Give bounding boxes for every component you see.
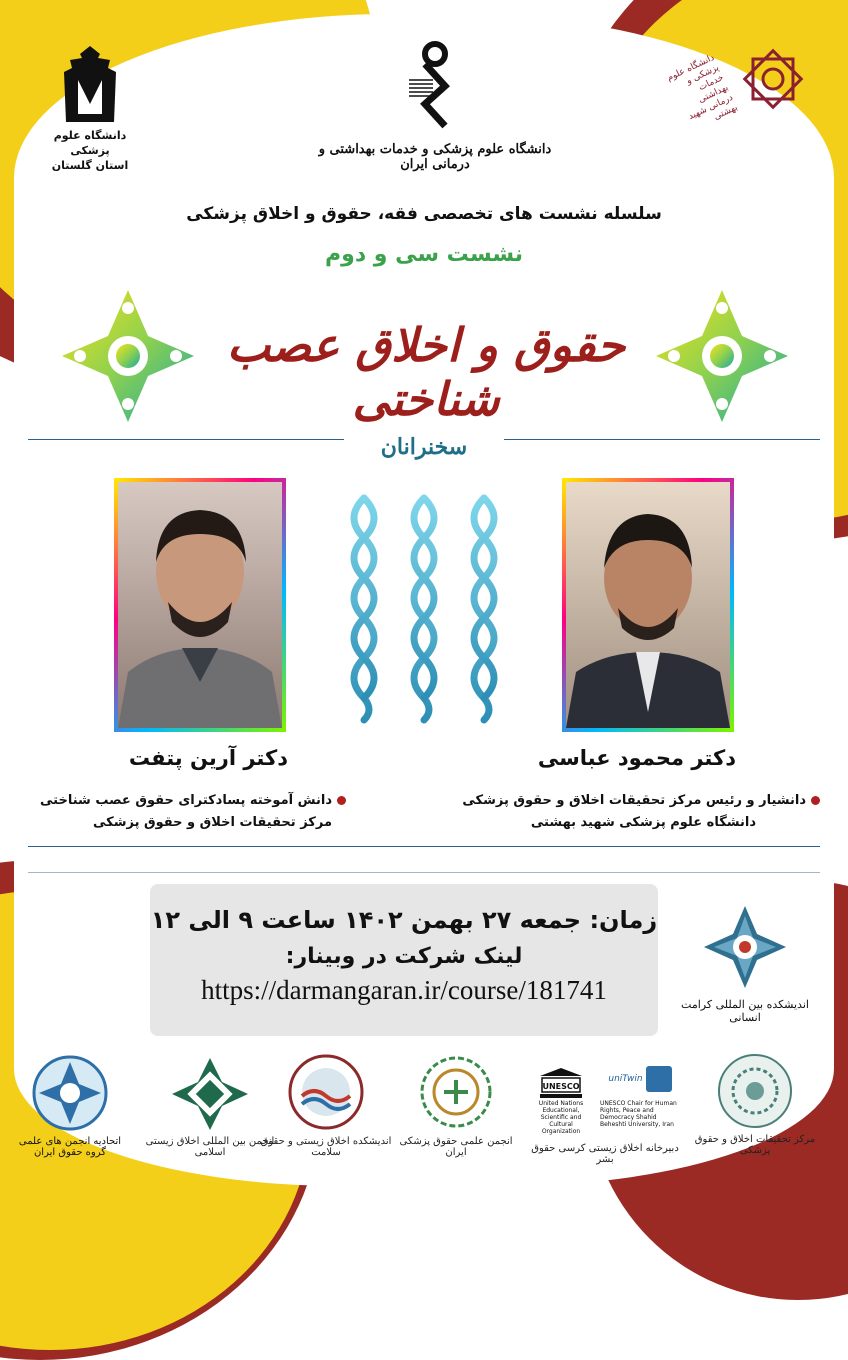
logo-line: دانشگاه علوم پزشکی (53, 129, 127, 157)
footer-logo (10, 1054, 130, 1158)
logo-caption: اتحادیه انجمن های علمی گروه حقوق ایران (18, 1136, 122, 1158)
iran-university-logo (300, 40, 570, 172)
bullet-icon (811, 796, 820, 805)
unesco-org: United Nations Educational, Scientific and Cultural Organization (538, 1100, 584, 1135)
divider (28, 846, 820, 847)
iums-emblem-icon (403, 40, 467, 132)
bio-line: دانشگاه علوم پزشکی شهید بهشتی (530, 815, 756, 830)
footer-logo (396, 1052, 516, 1158)
beheshti-emblem-icon (740, 46, 806, 112)
logo-caption: انجمن علمی حقوق پزشکی ایران (399, 1136, 513, 1158)
ornament-left-icon (58, 286, 198, 426)
footer-logo (140, 1056, 280, 1158)
medical-law-association-emblem-icon (416, 1052, 496, 1132)
event-details-box (150, 884, 658, 1036)
unesco-chair: UNESCO Chair for Human Rights, Peace and Democracy Shahid Beheshti University, Iran (600, 1100, 677, 1128)
research-center-emblem-icon (716, 1052, 794, 1130)
speaker-name: دکتر محمود عباسی (537, 746, 736, 770)
bio-line: مرکز تحقیقات اخلاق و حقوق پزشکی (93, 815, 332, 830)
logo-caption: مرکز تحقیقات اخلاق و حقوق پزشکی (694, 1134, 816, 1156)
speaker-name: دکتر آرین پتفت (128, 746, 288, 770)
unesco-acronym: UNESCO (542, 1082, 580, 1091)
beheshti-logo (665, 40, 810, 190)
webinar-link[interactable]: https://darmangaran.ir/course/181741 (201, 975, 607, 1005)
speaker-photo-abbasi (562, 478, 734, 732)
logo-caption: انجمن بین المللی اخلاق زیستی اسلامی (145, 1136, 275, 1158)
unitwin-text: uniTwin (608, 1074, 643, 1084)
divider (28, 872, 820, 873)
logo-caption: اندیشکده بین المللی کرامت انسانی (681, 998, 809, 1024)
series-title: سلسله نشست های تخصصی فقه، حقوق و اخلاق پزشکی (186, 204, 662, 224)
golestan-emblem-icon (60, 44, 120, 124)
person-icon (566, 482, 730, 728)
speaker-bio (440, 790, 820, 834)
chair-badge-icon (646, 1066, 672, 1092)
karamat-emblem-icon (702, 904, 788, 990)
bio-line: دانشیار و رئیس مرکز تحقیقات اخلاق و حقوق پزشکی (462, 793, 806, 808)
unesco-logo (530, 1066, 680, 1165)
logo-caption: دانشگاه علوم پزشکی و خدمات بهداشتی و درمانی ایران (318, 142, 552, 172)
logo-caption: اندیشکده اخلاق زیستی و حقوق سلامت (260, 1136, 392, 1158)
bio-line: دانش آموخته پسادکترای حقوق عصب شناختی (40, 793, 332, 808)
event-time: زمان: جمعه ۲۷ بهمن ۱۴۰۲ ساعت ۹ الی ۱۲ (150, 906, 658, 934)
law-associations-union-emblem-icon (31, 1054, 109, 1132)
bullet-icon (337, 796, 346, 805)
main-title: حقوق و اخلاق عصب شناختی (226, 318, 626, 426)
arabesque-pattern-icon (334, 488, 514, 724)
bioethics-health-law-emblem-icon (286, 1052, 366, 1132)
speaker-photo-patfat (114, 478, 286, 732)
islamic-bioethics-emblem-icon (170, 1056, 250, 1132)
ornament-right-icon (652, 286, 792, 426)
footer-logo (690, 1052, 820, 1156)
speaker-bio (40, 790, 346, 834)
speakers-heading: سخنرانان (344, 434, 504, 466)
golestan-logo (40, 44, 140, 173)
logo-line: استان گلستان (51, 159, 129, 172)
session-title: نشست سی و دوم (325, 242, 523, 267)
person-icon (118, 482, 282, 728)
karamat-logo (680, 904, 810, 1024)
webinar-link-label: لینک شرکت در وبینار: (285, 944, 523, 969)
logo-caption: دبیرخانه اخلاق زیستی کرسی حقوق بشر (531, 1143, 679, 1165)
logo-caption: دانشگاه علوم پزشکی و خدمات بهداشتی درمانی شهید بهشتی (665, 52, 740, 123)
